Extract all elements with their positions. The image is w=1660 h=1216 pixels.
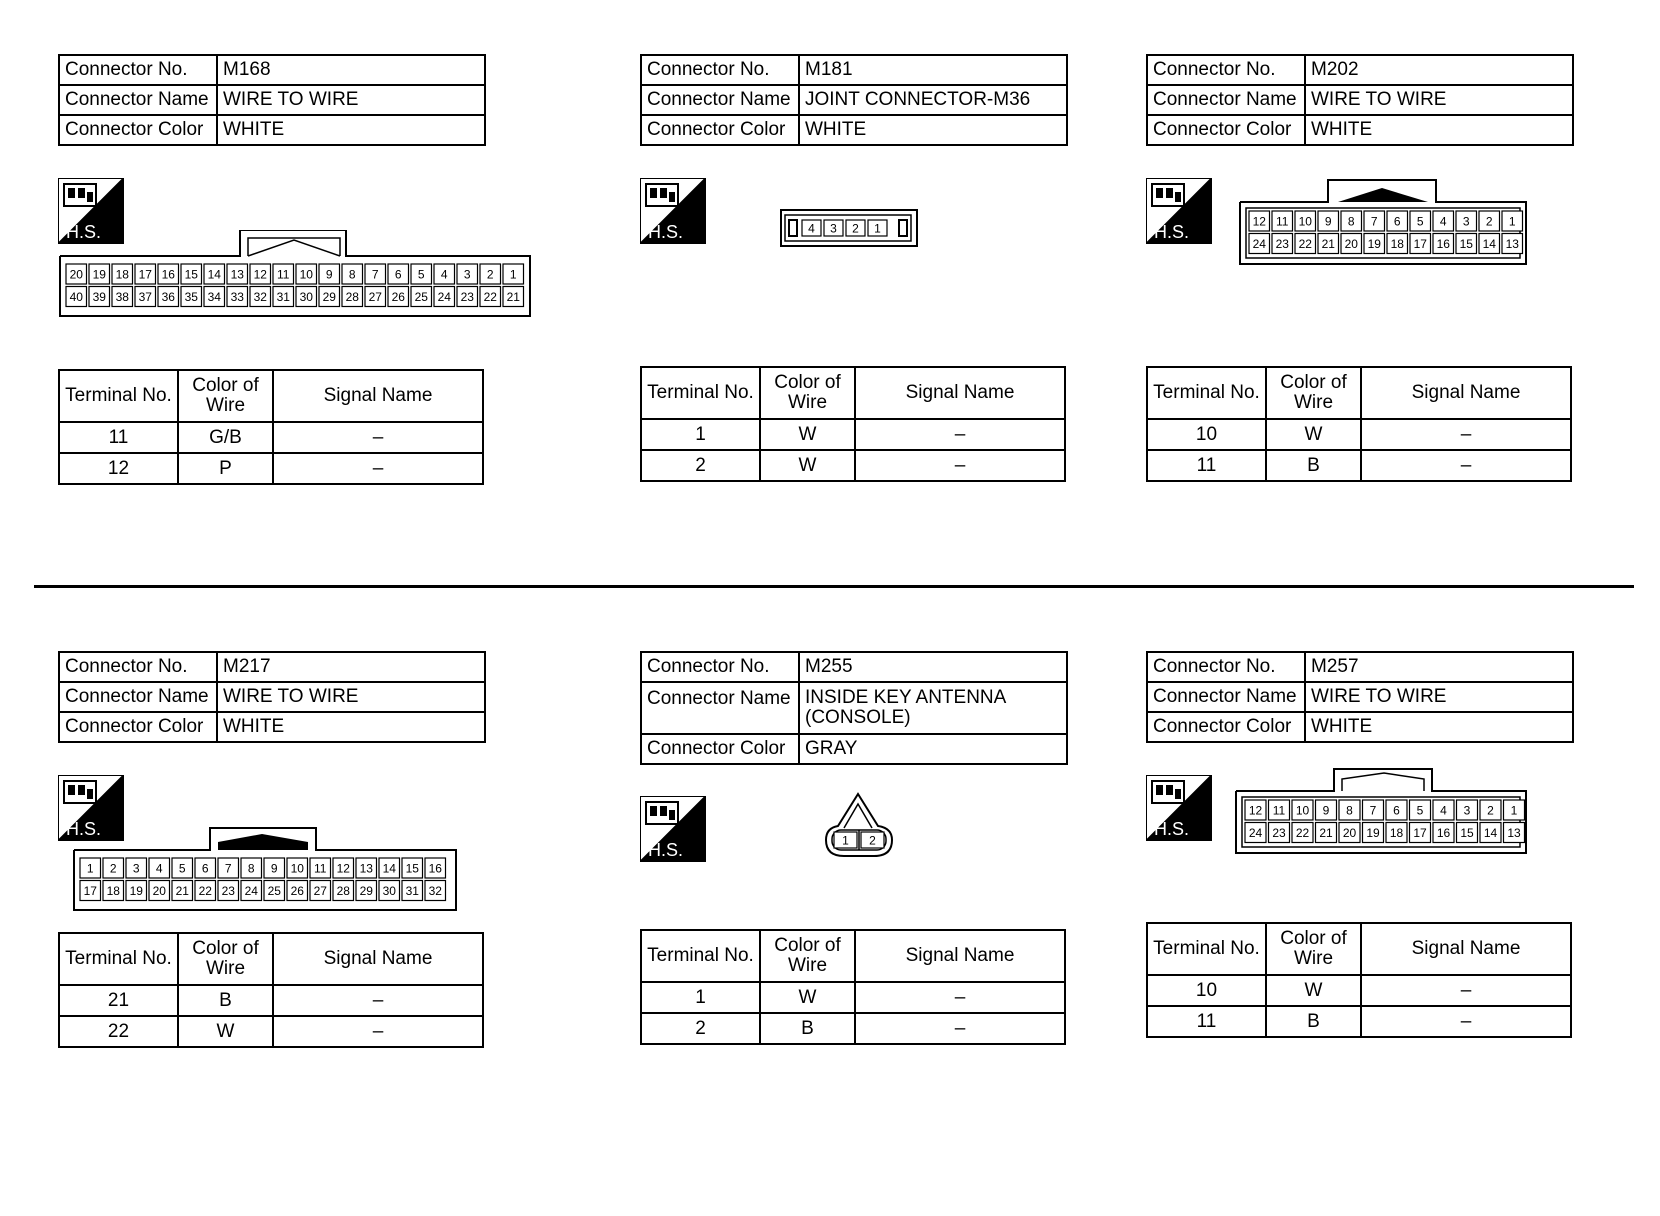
pin-number: 23 xyxy=(1272,825,1286,840)
terminal-table-m202 xyxy=(1146,366,1572,482)
pin-number: 28 xyxy=(336,883,350,898)
pin-number: 9 xyxy=(270,861,278,876)
pin-number: 24 xyxy=(1248,825,1263,840)
pin-number: 12 xyxy=(336,861,350,876)
pin-number: 21 xyxy=(1321,236,1335,251)
connector-name-label: Connector Name xyxy=(1147,85,1305,115)
hs-label: H.S. xyxy=(66,222,102,242)
connector-name-value: WIRE TO WIRE xyxy=(1305,85,1573,115)
pin-number: 20 xyxy=(1344,236,1358,251)
pin-number: 18 xyxy=(1390,236,1404,251)
pin-number: 9 xyxy=(325,267,333,282)
pin-number: 19 xyxy=(1367,236,1381,251)
pin-number: 3 xyxy=(1462,214,1470,229)
pin-number: 2 xyxy=(109,861,117,876)
pin-number: 19 xyxy=(1366,825,1380,840)
pin-number: 1 xyxy=(1510,803,1518,818)
connector-no-value: M181 xyxy=(799,55,1067,85)
harness-side-icon xyxy=(1146,178,1212,244)
section-divider xyxy=(34,585,1634,588)
pin-number: 17 xyxy=(138,267,152,282)
pin-number: 5 xyxy=(1416,214,1424,229)
pin-number: 23 xyxy=(460,289,474,304)
pin-number: 7 xyxy=(1370,214,1378,229)
pin-number: 3 xyxy=(463,267,471,282)
connector-info-table xyxy=(1146,651,1574,743)
pin-number: 6 xyxy=(1393,214,1401,229)
connector-color-label: Connector Color xyxy=(1147,712,1305,742)
pin-number: 25 xyxy=(267,883,281,898)
table-row: 21 B – xyxy=(59,985,483,1016)
harness-side-icon xyxy=(1146,775,1212,841)
pin-number: 18 xyxy=(1389,825,1404,840)
terminal-no-header: Terminal No. xyxy=(59,370,178,422)
pin-number: 40 xyxy=(69,289,83,304)
pin-number: 12 xyxy=(1252,214,1266,229)
pin-number: 9 xyxy=(1324,214,1332,229)
pin-number: 6 xyxy=(201,861,209,876)
terminal-table-m181 xyxy=(640,366,1066,482)
connector-color-label: Connector Color xyxy=(59,115,217,145)
pin-number: 19 xyxy=(129,883,143,898)
pin-number: 7 xyxy=(224,861,232,876)
pin-number: 19 xyxy=(92,267,106,282)
connector-no-value: M202 xyxy=(1305,55,1573,85)
pin-number: 1 xyxy=(1508,214,1516,229)
pin-number: 31 xyxy=(276,289,290,304)
connector-face-m168 xyxy=(58,230,532,323)
table-row: 22 W – xyxy=(59,1016,483,1047)
pin-number: 5 xyxy=(178,861,186,876)
pin-number: 29 xyxy=(359,883,373,898)
pin-layout-4 xyxy=(780,209,920,249)
pin-number: 2 xyxy=(852,221,859,236)
pin-number: 15 xyxy=(1460,825,1474,840)
connector-block-m255 xyxy=(640,651,1068,765)
pin-number: 35 xyxy=(184,289,198,304)
connector-name-label: Connector Name xyxy=(59,85,217,115)
signal-name-header: Signal Name xyxy=(273,933,483,985)
pin-number: 24 xyxy=(437,289,451,304)
connector-no-value: M217 xyxy=(217,652,485,682)
pin-number: 8 xyxy=(1347,214,1355,229)
connector-info-table xyxy=(640,651,1068,765)
connector-name-value: WIRE TO WIRE xyxy=(1305,682,1573,712)
connector-block-m257 xyxy=(1146,651,1574,743)
connector-color-label: Connector Color xyxy=(641,734,799,764)
wire-color-header: Color of Wire xyxy=(760,367,855,419)
pin-number: 10 xyxy=(1295,803,1310,818)
pin-number: 21 xyxy=(1319,825,1333,840)
pin-number: 4 xyxy=(155,861,163,876)
pin-number: 16 xyxy=(1436,236,1450,251)
table-row: 11 G/B – xyxy=(59,422,483,453)
connector-no-label: Connector No. xyxy=(59,55,217,85)
pin-number: 4 xyxy=(440,267,448,282)
pin-number: 34 xyxy=(207,289,221,304)
hs-label: H.S. xyxy=(1154,819,1190,839)
pin-number: 23 xyxy=(1275,236,1289,251)
pin-number: 8 xyxy=(348,267,356,282)
connector-face-m257 xyxy=(1234,767,1528,860)
connector-name-value: JOINT CONNECTOR-M36 xyxy=(799,85,1067,115)
connector-color-label: Connector Color xyxy=(59,712,217,742)
connector-face-m217 xyxy=(72,826,458,917)
pin-number: 32 xyxy=(428,883,442,898)
connector-info-table xyxy=(1146,54,1574,146)
connector-color-value: GRAY xyxy=(799,734,1067,764)
terminal-table-m217 xyxy=(58,932,484,1048)
signal-name-header: Signal Name xyxy=(273,370,483,422)
terminal-no-header: Terminal No. xyxy=(641,367,760,419)
table-row: 1 W – xyxy=(641,982,1065,1013)
pin-number: 9 xyxy=(1322,803,1330,818)
signal-name-header: Signal Name xyxy=(1361,923,1571,975)
pin-number: 22 xyxy=(483,289,497,304)
pin-number: 11 xyxy=(1272,803,1286,818)
connector-no-label: Connector No. xyxy=(1147,652,1305,682)
hs-label: H.S. xyxy=(648,840,684,860)
connector-no-label: Connector No. xyxy=(59,652,217,682)
table-row: 12 P – xyxy=(59,453,483,484)
pin-layout-2 xyxy=(822,792,898,862)
connector-block-m217 xyxy=(58,651,486,743)
pin-number: 10 xyxy=(290,861,304,876)
pin-number: 14 xyxy=(207,267,221,282)
connector-name-label: Connector Name xyxy=(59,682,217,712)
connector-face-m202 xyxy=(1238,178,1528,271)
pin-number: 12 xyxy=(253,267,267,282)
table-row: 10 W – xyxy=(1147,975,1571,1006)
harness-side-icon xyxy=(640,796,706,862)
pin-number: 27 xyxy=(313,883,327,898)
pin-number: 21 xyxy=(175,883,189,898)
pin-number: 2 xyxy=(1485,214,1493,229)
pin-number: 20 xyxy=(1342,825,1357,840)
connector-name-label: Connector Name xyxy=(641,682,799,734)
pin-number: 15 xyxy=(184,267,198,282)
connector-info-table xyxy=(58,651,486,743)
pin-number: 6 xyxy=(394,267,402,282)
pin-number: 13 xyxy=(359,861,373,876)
pin-number: 1 xyxy=(874,221,881,236)
wire-color-header: Color of Wire xyxy=(760,930,855,982)
pin-number: 15 xyxy=(1459,236,1473,251)
pin-number: 4 xyxy=(1440,803,1447,818)
pin-number: 6 xyxy=(1393,803,1400,818)
pin-number: 33 xyxy=(230,289,244,304)
wire-color-header: Color of Wire xyxy=(178,370,273,422)
pin-number: 13 xyxy=(230,267,244,282)
pin-number: 17 xyxy=(83,883,97,898)
connector-color-value: WHITE xyxy=(799,115,1067,145)
connector-block-m202 xyxy=(1146,54,1574,146)
pin-number: 16 xyxy=(161,267,175,282)
pin-number: 22 xyxy=(198,883,212,898)
connector-name-label: Connector Name xyxy=(641,85,799,115)
pin-number: 16 xyxy=(1436,825,1451,840)
connector-no-label: Connector No. xyxy=(641,652,799,682)
pin-number: 4 xyxy=(808,221,815,236)
table-row: 10 W – xyxy=(1147,419,1571,450)
pin-number: 28 xyxy=(345,289,359,304)
pin-number: 7 xyxy=(1369,803,1377,818)
connector-name-value: WIRE TO WIRE xyxy=(217,85,485,115)
pin-number: 5 xyxy=(417,267,425,282)
terminal-table-m255 xyxy=(640,929,1066,1045)
pin-number: 15 xyxy=(405,861,419,876)
pin-number: 10 xyxy=(1298,214,1312,229)
hs-label: H.S. xyxy=(1154,222,1190,242)
terminal-table-m257 xyxy=(1146,922,1572,1038)
pin-number: 37 xyxy=(138,289,152,304)
pin-layout-24 xyxy=(1234,767,1528,855)
pin-number: 31 xyxy=(405,883,419,898)
pin-number: 30 xyxy=(382,883,396,898)
pin-number: 24 xyxy=(1252,236,1266,251)
pin-number: 24 xyxy=(244,883,258,898)
pin-number: 11 xyxy=(314,861,327,876)
connector-face-m255 xyxy=(822,792,898,867)
signal-name-header: Signal Name xyxy=(855,930,1065,982)
pin-number: 11 xyxy=(1276,214,1289,229)
pin-number: 21 xyxy=(506,289,520,304)
pin-number: 8 xyxy=(247,861,255,876)
pin-number: 8 xyxy=(1346,803,1353,818)
pin-number: 3 xyxy=(830,221,837,236)
signal-name-header: Signal Name xyxy=(1361,367,1571,419)
table-row: 11 B – xyxy=(1147,1006,1571,1037)
connector-block-m168 xyxy=(58,54,486,146)
pin-number: 39 xyxy=(92,289,106,304)
pin-number: 2 xyxy=(1487,803,1494,818)
pin-number: 1 xyxy=(509,267,517,282)
connector-no-value: M257 xyxy=(1305,652,1573,682)
wire-color-header: Color of Wire xyxy=(178,933,273,985)
connector-block-m181 xyxy=(640,54,1068,146)
connector-name-label: Connector Name xyxy=(1147,682,1305,712)
terminal-table-m168 xyxy=(58,369,484,485)
hs-label: H.S. xyxy=(648,222,684,242)
pin-number: 13 xyxy=(1505,236,1519,251)
pin-number: 18 xyxy=(106,883,120,898)
pin-number: 2 xyxy=(869,833,876,848)
connector-name-value: WIRE TO WIRE xyxy=(217,682,485,712)
connector-no-value: M168 xyxy=(217,55,485,85)
pin-number: 14 xyxy=(382,861,396,876)
pin-layout-40 xyxy=(58,230,532,318)
table-row: 2 B – xyxy=(641,1013,1065,1044)
pin-number: 38 xyxy=(115,289,129,304)
pin-number: 3 xyxy=(1463,803,1471,818)
terminal-no-header: Terminal No. xyxy=(1147,923,1266,975)
pin-number: 14 xyxy=(1482,236,1496,251)
pin-number: 26 xyxy=(290,883,304,898)
pin-number: 30 xyxy=(299,289,313,304)
terminal-no-header: Terminal No. xyxy=(1147,367,1266,419)
pin-number: 1 xyxy=(842,833,849,848)
hs-label: H.S. xyxy=(66,819,102,839)
pin-number: 14 xyxy=(1483,825,1498,840)
connector-color-value: WHITE xyxy=(1305,115,1573,145)
connector-color-value: WHITE xyxy=(1305,712,1573,742)
terminal-no-header: Terminal No. xyxy=(59,933,178,985)
pin-number: 11 xyxy=(277,267,290,282)
connector-color-value: WHITE xyxy=(217,712,485,742)
pin-number: 36 xyxy=(161,289,175,304)
pin-number: 25 xyxy=(414,289,428,304)
connector-name-value: INSIDE KEY ANTENNA (CONSOLE) xyxy=(799,682,1067,734)
pin-number: 16 xyxy=(428,861,442,876)
pin-number: 5 xyxy=(1416,803,1424,818)
pin-number: 23 xyxy=(221,883,235,898)
pin-number: 3 xyxy=(132,861,140,876)
wire-color-header: Color of Wire xyxy=(1266,367,1361,419)
connector-color-value: WHITE xyxy=(217,115,485,145)
pin-number: 20 xyxy=(152,883,166,898)
table-row: 1 W – xyxy=(641,419,1065,450)
pin-number: 12 xyxy=(1248,803,1263,818)
terminal-no-header: Terminal No. xyxy=(641,930,760,982)
harness-side-icon xyxy=(640,178,706,244)
pin-number: 22 xyxy=(1298,236,1312,251)
connector-no-label: Connector No. xyxy=(1147,55,1305,85)
pin-number: 22 xyxy=(1295,825,1310,840)
pin-layout-24 xyxy=(1238,178,1528,266)
wire-color-header: Color of Wire xyxy=(1266,923,1361,975)
pin-number: 26 xyxy=(391,289,405,304)
pin-number: 13 xyxy=(1507,825,1521,840)
pin-number: 18 xyxy=(115,267,129,282)
pin-number: 2 xyxy=(486,267,494,282)
pin-number: 32 xyxy=(253,289,267,304)
pin-number: 29 xyxy=(322,289,336,304)
pin-number: 20 xyxy=(69,267,83,282)
connector-no-value: M255 xyxy=(799,652,1067,682)
connector-color-label: Connector Color xyxy=(1147,115,1305,145)
pin-number: 27 xyxy=(368,289,382,304)
table-row: 2 W – xyxy=(641,450,1065,481)
pin-number: 1 xyxy=(86,861,94,876)
connector-face-m181 xyxy=(780,209,920,254)
connector-no-label: Connector No. xyxy=(641,55,799,85)
pin-number: 4 xyxy=(1439,214,1447,229)
pin-number: 17 xyxy=(1413,825,1427,840)
table-row: 11 B – xyxy=(1147,450,1571,481)
pin-number: 17 xyxy=(1413,236,1427,251)
pin-number: 7 xyxy=(371,267,379,282)
signal-name-header: Signal Name xyxy=(855,367,1065,419)
connector-info-table xyxy=(58,54,486,146)
connector-info-table xyxy=(640,54,1068,146)
pin-layout-32 xyxy=(72,826,458,912)
pin-number: 10 xyxy=(299,267,313,282)
connector-color-label: Connector Color xyxy=(641,115,799,145)
